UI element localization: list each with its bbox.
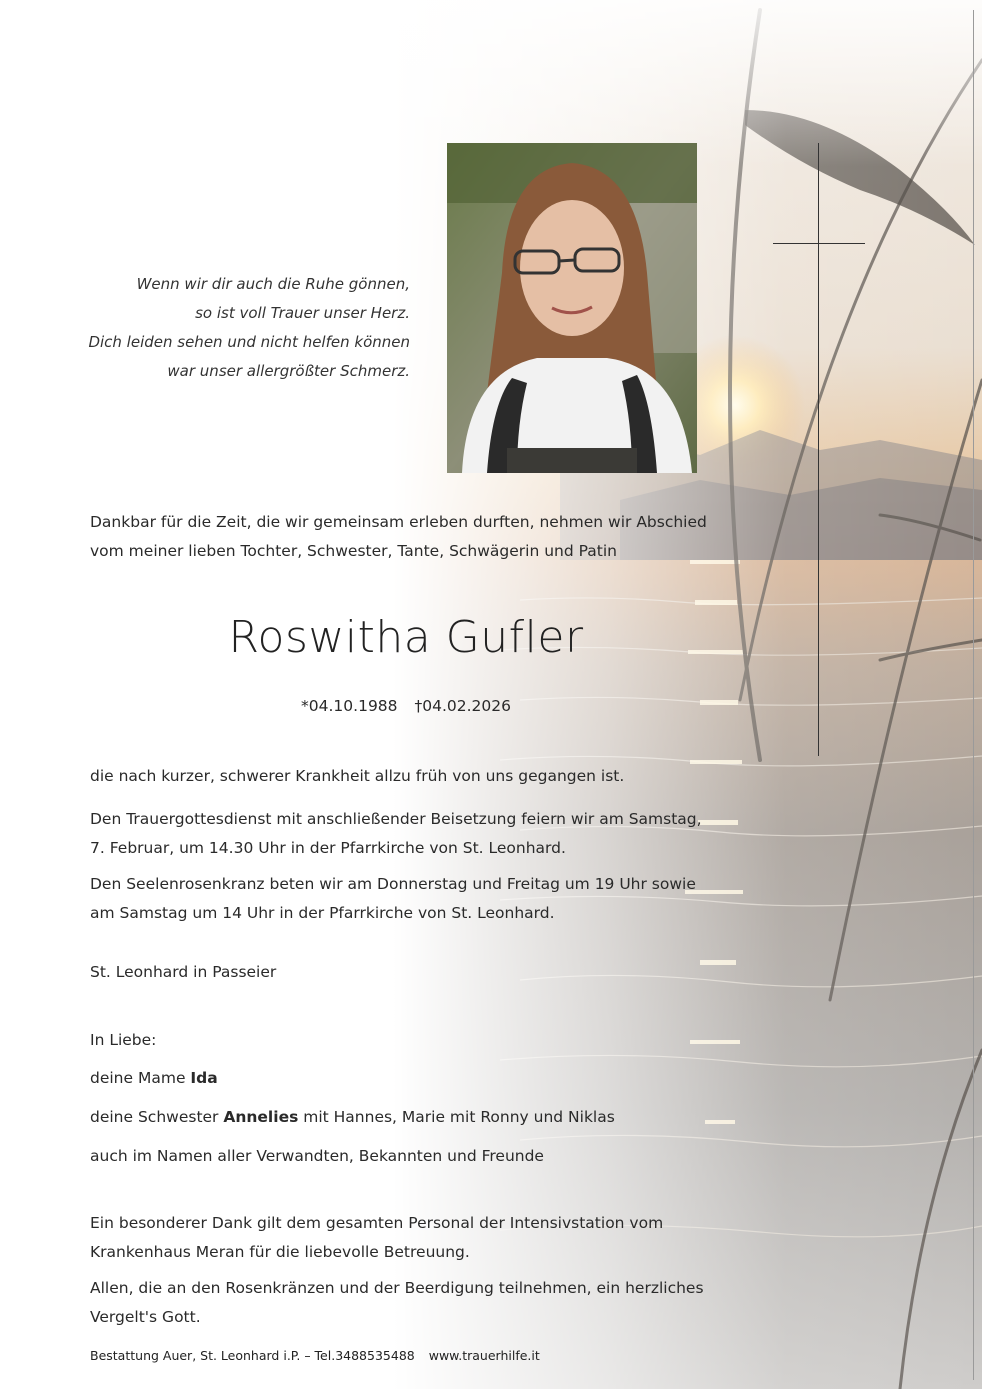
poem-line: Wenn wir dir auch die Ruhe gönnen, (136, 275, 410, 293)
rosary-line: am Samstag um 14 Uhr in der Pfarrkirche von St. Leonhard. (90, 904, 555, 922)
funeral-service-text (90, 805, 702, 863)
portrait-photo (447, 143, 697, 473)
family-line-mother (90, 1064, 218, 1093)
cross-icon-horizontal (773, 243, 865, 244)
intro-text (90, 508, 707, 566)
funeral-company: Bestattung Auer, St. Leonhard i.P. – Tel.3488535488 (90, 1348, 415, 1363)
family-heading: In Liebe: (90, 1031, 157, 1049)
thanks-line: Vergelt's Gott. (90, 1308, 201, 1326)
family-prefix: deine Mame (90, 1069, 191, 1087)
thanks-hospital-text (90, 1209, 663, 1267)
family-line-relatives: auch im Namen aller Verwandten, Bekannten und Freunde (90, 1147, 544, 1165)
thanks-line: Krankenhaus Meran für die liebevolle Betreuung. (90, 1243, 470, 1261)
memorial-poem (60, 270, 410, 386)
passing-text: die nach kurzer, schwerer Krankheit allzu früh von uns gegangen ist. (90, 767, 625, 785)
intro-line: vom meiner lieben Tochter, Schwester, Tante, Schwägerin und Patin (90, 542, 617, 560)
funeral-service-line: Den Trauergottesdienst mit anschließender Beisetzung feiern wir am Samstag, (90, 810, 702, 828)
thanks-line: Ein besonderer Dank gilt dem gesamten Personal der Intensivstation vom (90, 1214, 664, 1232)
website-link[interactable]: www.trauerhilfe.it (428, 1348, 540, 1363)
family-line-sister (90, 1103, 615, 1132)
deceased-name: Roswitha Gufler (228, 612, 584, 663)
intro-line: Dankbar für die Zeit, die wir gemeinsam erleben durften, nehmen wir Abschied (90, 513, 707, 531)
poem-line: Dich leiden sehen und nicht helfen können (88, 333, 410, 351)
thanks-attendees-text (90, 1274, 704, 1332)
rosary-line: Den Seelenrosenkranz beten wir am Donnerstag und Freitag um 19 Uhr sowie (90, 875, 696, 893)
footer (90, 1348, 550, 1363)
poem-line: war unser allergrößter Schmerz. (167, 362, 410, 380)
page-border-line (973, 10, 974, 1380)
death-date: †04.02.2026 (414, 697, 511, 715)
family-suffix: mit Hannes, Marie mit Ronny und Niklas (298, 1108, 615, 1126)
family-name: Ida (190, 1069, 218, 1087)
rosary-text (90, 870, 696, 928)
place-text: St. Leonhard in Passeier (90, 963, 277, 981)
family-name: Annelies (223, 1108, 299, 1126)
life-dates (0, 697, 812, 715)
birth-date: *04.10.1988 (301, 697, 398, 715)
thanks-line: Allen, die an den Rosenkränzen und der Beerdigung teilnehmen, ein herzliches (90, 1279, 704, 1297)
family-prefix: deine Schwester (90, 1108, 224, 1126)
poem-line: so ist voll Trauer unser Herz. (195, 304, 410, 322)
funeral-service-line: 7. Februar, um 14.30 Uhr in der Pfarrkirche von St. Leonhard. (90, 839, 566, 857)
cross-icon-vertical (818, 143, 819, 756)
